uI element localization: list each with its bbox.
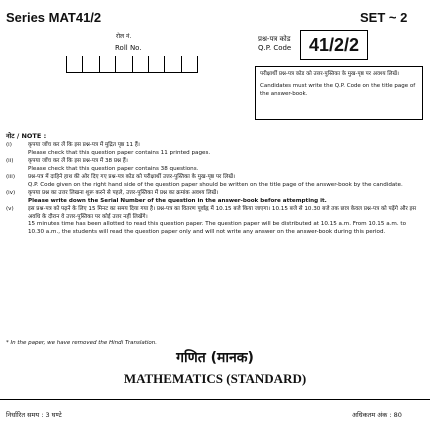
candidate-instruction-hindi: परीक्षार्थी प्रश्न-पत्र कोड को उत्तर-पुस्तिका के मुख-पृष्ठ पर अवश्य लिखें। (260, 71, 400, 77)
note-item-number: (ii) (6, 158, 14, 164)
candidate-instruction-box (255, 66, 423, 120)
note-item-en: Q.P. Code given on the right hand side of the question paper should be written on the title page of the answer-book by the candidate. (28, 181, 403, 188)
note-item-en: 15 minutes time has been allotted to read this question paper. The question paper will be distributed at 10.15 a.m. From 10.15 a.m. to 10.30 a.m., the students will read the question paper only and will not write any answer on the answer-book during this period. (28, 221, 407, 235)
note-item-hindi: प्रश्न-पत्र में दाहिने हाथ की ओर दिए गए प्रश्न-पत्र कोड को परीक्षार्थी उत्तर-पुस्तिका के मुख-पृष्ठ पर लिखें। (28, 174, 236, 180)
note-item-number: (v) (6, 206, 14, 212)
note-item (6, 142, 418, 157)
note-item (6, 158, 418, 173)
qp-code-label (258, 35, 291, 53)
note-item-hindi: कृपया जाँच कर लें कि इस प्रश्न-पत्र में 38 प्रश्न हैं। (28, 158, 128, 164)
note-item (6, 174, 418, 189)
note-item-hindi: इस प्रश्न-पत्र को पढ़ने के लिए 15 मिनट का समय दिया गया है। प्रश्न-पत्र का वितरण पूर्वाह्न में 10.15 बजे किया जाएगा। 10.15 बजे से 10.30 बजे तक छात्र केवल प्रश्न-पत्र को पढ़ेंगे और इस अवधि के दौरान वे उत्तर-पुस्तिका पर कोई उत्तर नहीं लिखेंगे। (28, 206, 417, 220)
roll-number-boxes[interactable] (66, 56, 198, 73)
note-item-en: Please write down the Serial Number of the question in the answer-book before attempting it. (28, 197, 327, 204)
series-label: Series MAT41/2 (6, 10, 102, 25)
note-item (6, 206, 418, 236)
roll-label-hindi: रोल नं. (116, 33, 132, 40)
note-item-hindi: कृपया प्रश्न का उत्तर लिखना शुरू करने से पहले, उत्तर-पुस्तिका में प्रश्न का क्रमांक अवश्य लिखें। (28, 190, 219, 196)
set-label: SET ~ 2 (360, 10, 408, 25)
qp-code-label-en: Q.P. Code (258, 44, 292, 52)
divider (0, 399, 430, 400)
time-allowed: निर्धारित समय : 3 घण्टे (6, 411, 62, 419)
footnote: * In the paper, we have removed the Hindi Translation. (6, 340, 158, 346)
qp-code-label-hindi: प्रश्न-पत्र कोड (258, 35, 291, 43)
subject-title-hindi: गणित (मानक) (176, 350, 254, 366)
note-heading: नोट / NOTE : (6, 132, 47, 140)
qp-code: 41/2/2 (300, 30, 368, 60)
note-item-en: Please check that this question paper contains 38 questions. (28, 165, 199, 172)
note-item-number: (i) (6, 142, 12, 148)
note-item-number: (iii) (6, 174, 16, 180)
maximum-marks: अधिकतम अंक : 80 (352, 411, 402, 419)
note-list (6, 142, 418, 237)
note-item-hindi: कृपया जाँच कर लें कि इस प्रश्न-पत्र में मुद्रित पृष्ठ 11 हैं। (28, 142, 140, 148)
candidate-instruction-en: Candidates must write the Q.P. Code on the title page of the answer-book. (260, 83, 416, 97)
note-item (6, 190, 418, 205)
note-item-number: (iv) (6, 190, 16, 196)
note-item-en: Please check that this question paper contains 11 printed pages. (28, 149, 211, 156)
roll-label: Roll No. (115, 44, 142, 52)
subject-title: MATHEMATICS (STANDARD) (123, 371, 307, 386)
